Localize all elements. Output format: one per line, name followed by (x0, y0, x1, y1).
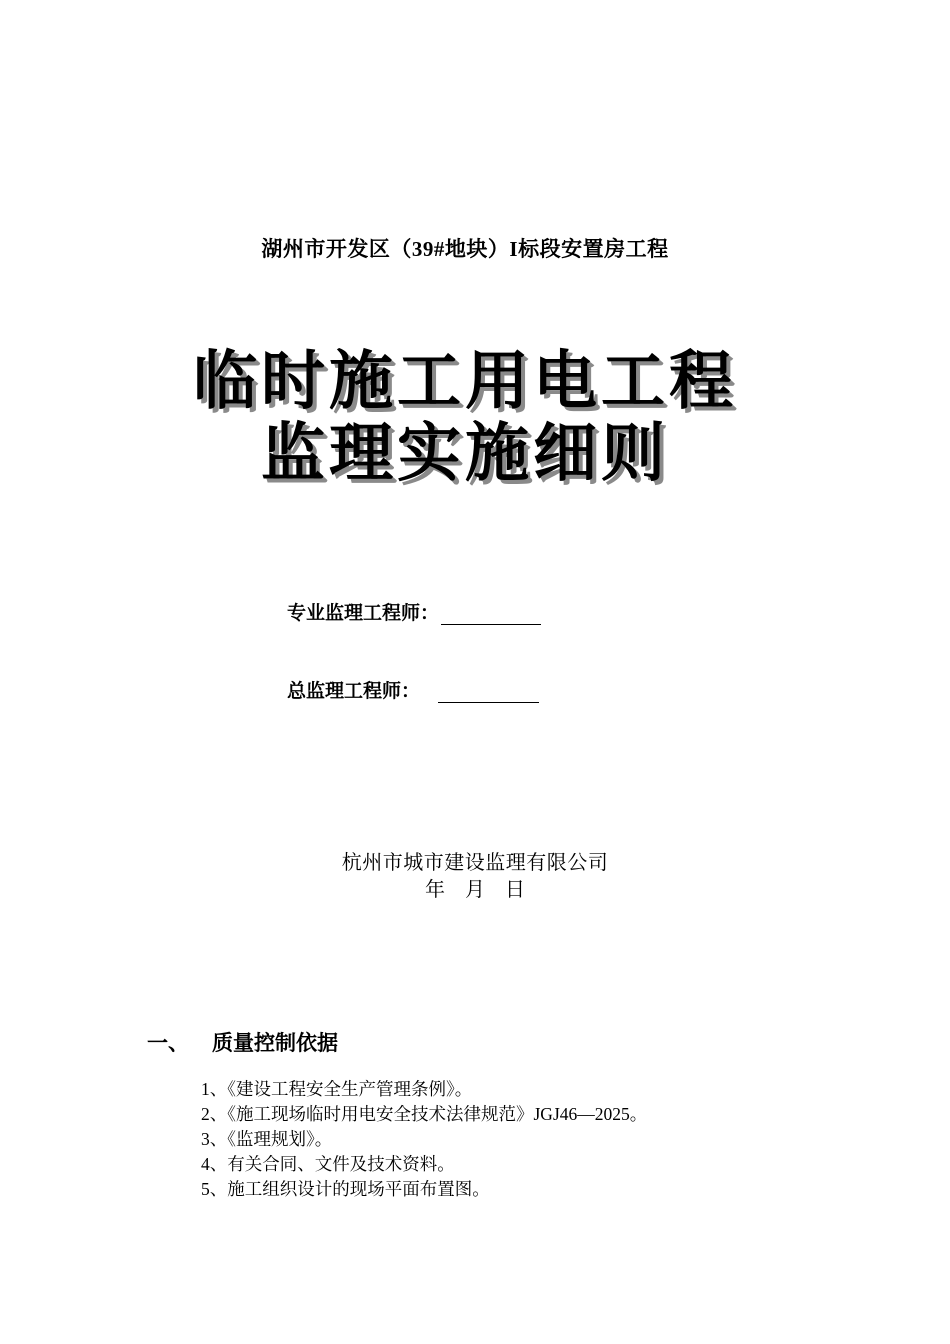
company-name: 杭州市城市建设监理有限公司 (341, 852, 609, 874)
chief-engineer-label: 总监理工程师： (287, 681, 421, 702)
main-title-line-2: 监理实施细则 (261, 417, 669, 491)
list-item: 2、《施工现场临时用电安全技术法律规范》JGJ46—2025。 (201, 1104, 648, 1124)
list-item: 1、《建设工程安全生产管理条例》。 (201, 1079, 473, 1099)
section-number: 一、 (147, 1031, 189, 1055)
specialist-engineer-label: 专业监理工程师： (287, 603, 440, 624)
section-heading (147, 1027, 338, 1057)
chief-engineer-signature-row (287, 676, 539, 703)
reference-list (201, 1077, 647, 1202)
list-item: 4、有关合同、文件及技术资料。 (201, 1154, 455, 1174)
main-title-line-1: 临时施工用电工程 (193, 345, 737, 419)
list-item: 5、施工组织设计的现场平面布置图。 (201, 1179, 490, 1199)
list-item: 3、《监理规划》。 (201, 1129, 333, 1149)
date-line: 年 月 日 (425, 879, 525, 901)
chief-engineer-signature-line (438, 682, 539, 703)
project-title: 湖州市开发区（39#地块）I标段安置房工程 (261, 237, 669, 261)
section-title: 质量控制依据 (212, 1031, 338, 1055)
specialist-engineer-signature-row (287, 598, 541, 625)
specialist-engineer-signature-line (441, 604, 541, 625)
